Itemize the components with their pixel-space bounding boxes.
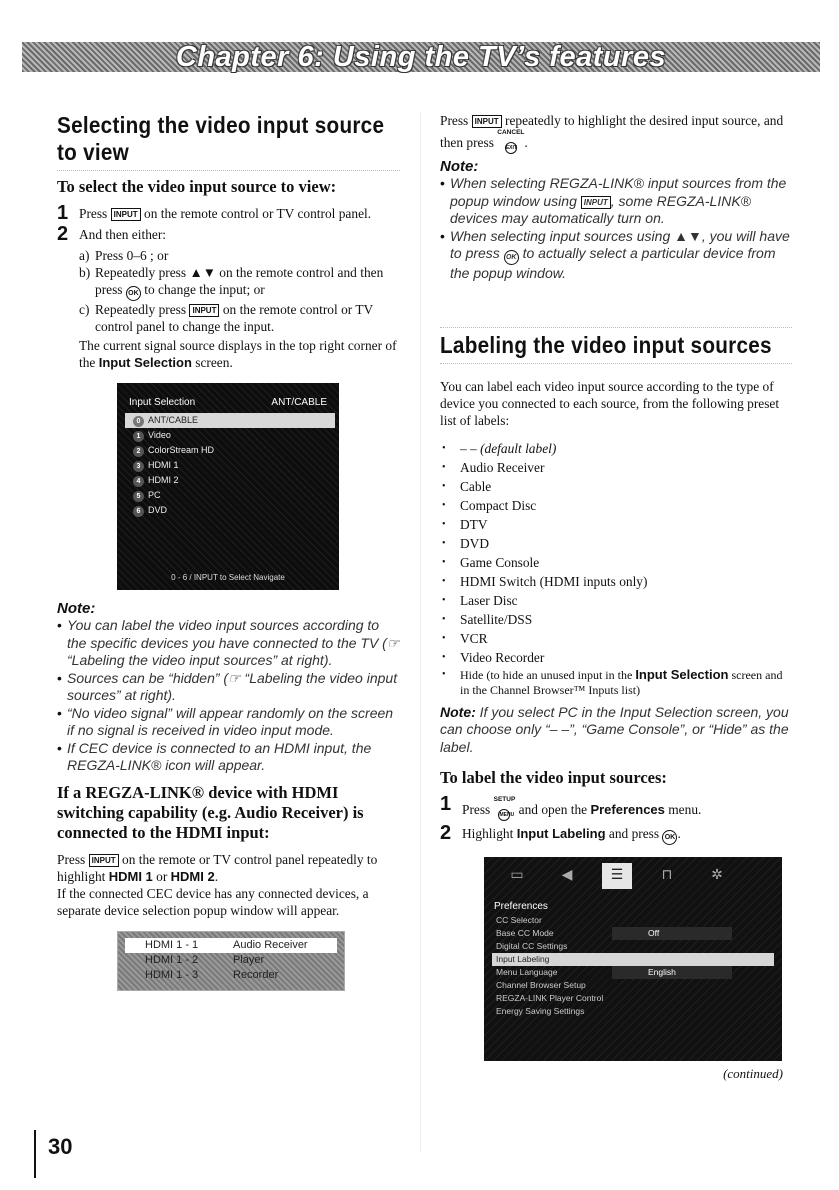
note-item: • Sources can be “hidden” (☞ “Labeling the video input sources” at right).	[57, 670, 400, 705]
section-rule	[440, 327, 792, 328]
lock-tab-icon: ⊓	[661, 868, 673, 883]
step-2: 2 Highlight Input Labeling and press OK .	[440, 822, 681, 844]
left-column	[57, 112, 400, 991]
input-item: 4 HDMI 2	[125, 473, 335, 488]
input-selection-screen	[117, 383, 339, 590]
pref-item: Channel Browser Setup	[496, 980, 586, 990]
subhead-label: To label the video input sources:	[440, 768, 667, 787]
popup-row: HDMI 1 - 2 Player	[145, 953, 265, 966]
input-item: 1 Video	[125, 428, 335, 443]
chapter-banner	[22, 42, 820, 72]
note-item: • When selecting REGZA-LINK® input sources from the popup window using INPUT , some REGZA-LINK® devices may automatically turn on.	[440, 175, 792, 228]
pc-note: Note: If you select PC in the Input Selection screen, you can choose only “– –”, “Game Console”, or “Hide” as the label.	[440, 703, 789, 755]
preferences-screen	[484, 857, 782, 1061]
input-item: 6 DVD	[125, 503, 335, 518]
input-key-icon: INPUT	[111, 208, 141, 221]
regza-paragraph-1: Press INPUT on the remote or TV control panel repeatedly to highlight HDMI 1 or HDMI 2.	[57, 851, 378, 884]
input-menu	[125, 413, 335, 518]
note-item: • If CEC device is connected to an HDMI input, the REGZA-LINK® icon will appear.	[57, 740, 400, 775]
label-item: • DTV	[440, 515, 792, 534]
page-number: 30	[34, 1130, 72, 1178]
step-number: 2	[57, 223, 69, 245]
label-item-hide: • Hide (to hide an unused input in the Input Selection screen and in the Channel Browser™ Inputs list)	[440, 667, 792, 698]
pref-item: Energy Saving Settings	[496, 1006, 585, 1016]
regza-paragraph-2: If the connected CEC device has any connected devices, a separate device selection popup window will appear.	[57, 885, 369, 918]
label-item: • HDMI Switch (HDMI inputs only)	[440, 572, 792, 591]
note-list	[440, 175, 792, 283]
label-item: • Compact Disc	[440, 496, 792, 515]
sound-tab-icon: ◀	[561, 868, 573, 883]
step-1: 1 Press INPUT on the remote control or TV control panel.	[57, 202, 372, 224]
device-popup-screen	[117, 931, 345, 991]
section-title-selecting: Selecting the video input source to view	[57, 112, 385, 165]
setup-tab-icon: ✲	[711, 868, 723, 883]
pref-item: Digital CC Settings	[496, 941, 568, 951]
input-key-icon: INPUT	[189, 304, 219, 317]
label-item: • Laser Disc	[440, 591, 792, 610]
note-item: • You can label the video input sources according to the specific devices you have connected to the TV (☞ “Labeling the video input sources” at right).	[57, 617, 400, 670]
label-item: • – – (default label)	[440, 439, 792, 458]
step-number: 2	[440, 822, 452, 844]
input-item: 5 PC	[125, 488, 335, 503]
label-item: • Audio Receiver	[440, 458, 792, 477]
ok-key-icon: OK	[126, 286, 141, 301]
continued-label: (continued)	[723, 1066, 783, 1081]
input-item: 2 ColorStream HD	[125, 443, 335, 458]
label-item: • VCR	[440, 629, 792, 648]
preferences-list	[492, 914, 774, 1018]
pref-item: Base CC Mode Off	[492, 927, 774, 940]
section-rule	[57, 170, 400, 171]
section-title-labeling: Labeling the video input sources	[440, 331, 772, 358]
subhead-regza: If a REGZA-LINK® device with HDMI switching capability (e.g. Audio Receiver) is connected to the HDMI input:	[57, 782, 364, 842]
screen-footer: 0 - 6 / INPUT to Select Navigate	[171, 573, 285, 582]
labeling-intro: You can label each video input source according to the type of device you connected to each source, from the following preset list of labels:	[440, 378, 780, 428]
subhead-select: To select the video input source to view:	[57, 177, 337, 196]
label-list	[440, 439, 792, 698]
screen-header: Input Selection ANT/CABLE	[129, 397, 327, 408]
popup-row: HDMI 1 - 3 Recorder	[145, 968, 279, 981]
step-number: 1	[440, 793, 452, 815]
input-item: 3 HDMI 1	[125, 458, 335, 473]
pref-item: Menu Language English	[492, 966, 774, 979]
label-item: • Video Recorder	[440, 648, 792, 667]
label-item: • Satellite/DSS	[440, 610, 792, 629]
input-key-icon: INPUT	[472, 115, 502, 128]
section-rule	[440, 363, 792, 364]
label-item: • Cable	[440, 477, 792, 496]
note-item: • When selecting input sources using ▲▼, you will have to press OK to actually select a particular device from the popup window.	[440, 228, 792, 283]
menu-tabs	[492, 863, 774, 891]
pref-item: Input Labeling	[492, 953, 774, 966]
column-divider	[420, 112, 421, 1152]
pref-item: CC Selector	[496, 915, 542, 925]
exit-key-icon: CANCEL EXIT	[497, 129, 524, 154]
input-item: 0 ANT/CABLE	[125, 413, 335, 428]
note-label: Note:	[440, 158, 479, 175]
step-2-options: a) Press 0–6 ; or b) Repeatedly press ▲▼ on the remote control and then press OK to change the input; or c) Repeatedly press INPUT on the remote control or TV control panel to change the input. The current signal source displays in the top right corner of the Input Selection screen.	[79, 248, 397, 370]
preferences-title: Preferences	[494, 901, 548, 912]
menu-key-icon: SETUP MENU	[494, 796, 516, 821]
step-1: 1 Press SETUP MENU and open the Preferences menu.	[440, 796, 792, 821]
ok-key-icon: OK	[662, 830, 677, 845]
chapter-title: Chapter 6: Using the TV’s features	[175, 41, 667, 73]
label-item: • Game Console	[440, 553, 792, 572]
preferences-tab-icon: ☰	[602, 863, 632, 889]
picture-tab-icon: ▭	[510, 868, 524, 883]
note-item: • “No video signal” will appear randomly on the screen if no signal is received in video input mode.	[57, 705, 400, 740]
right-column	[440, 112, 792, 1061]
step-number: 1	[57, 202, 69, 224]
input-key-icon: INPUT	[89, 854, 119, 867]
pref-item: REGZA-LINK Player Control	[496, 993, 604, 1003]
step-2: 2 And then either:	[57, 223, 167, 245]
press-input-paragraph: Press INPUT repeatedly to highlight the desired input source, and then press CANCEL EXIT .	[440, 112, 792, 154]
label-item: • DVD	[440, 534, 792, 553]
input-key-icon: INPUT	[581, 196, 611, 209]
ok-key-icon: OK	[504, 250, 519, 265]
note-list	[57, 617, 400, 775]
popup-row: HDMI 1 - 1 Audio Receiver	[125, 938, 337, 953]
note-label: Note:	[57, 600, 96, 617]
